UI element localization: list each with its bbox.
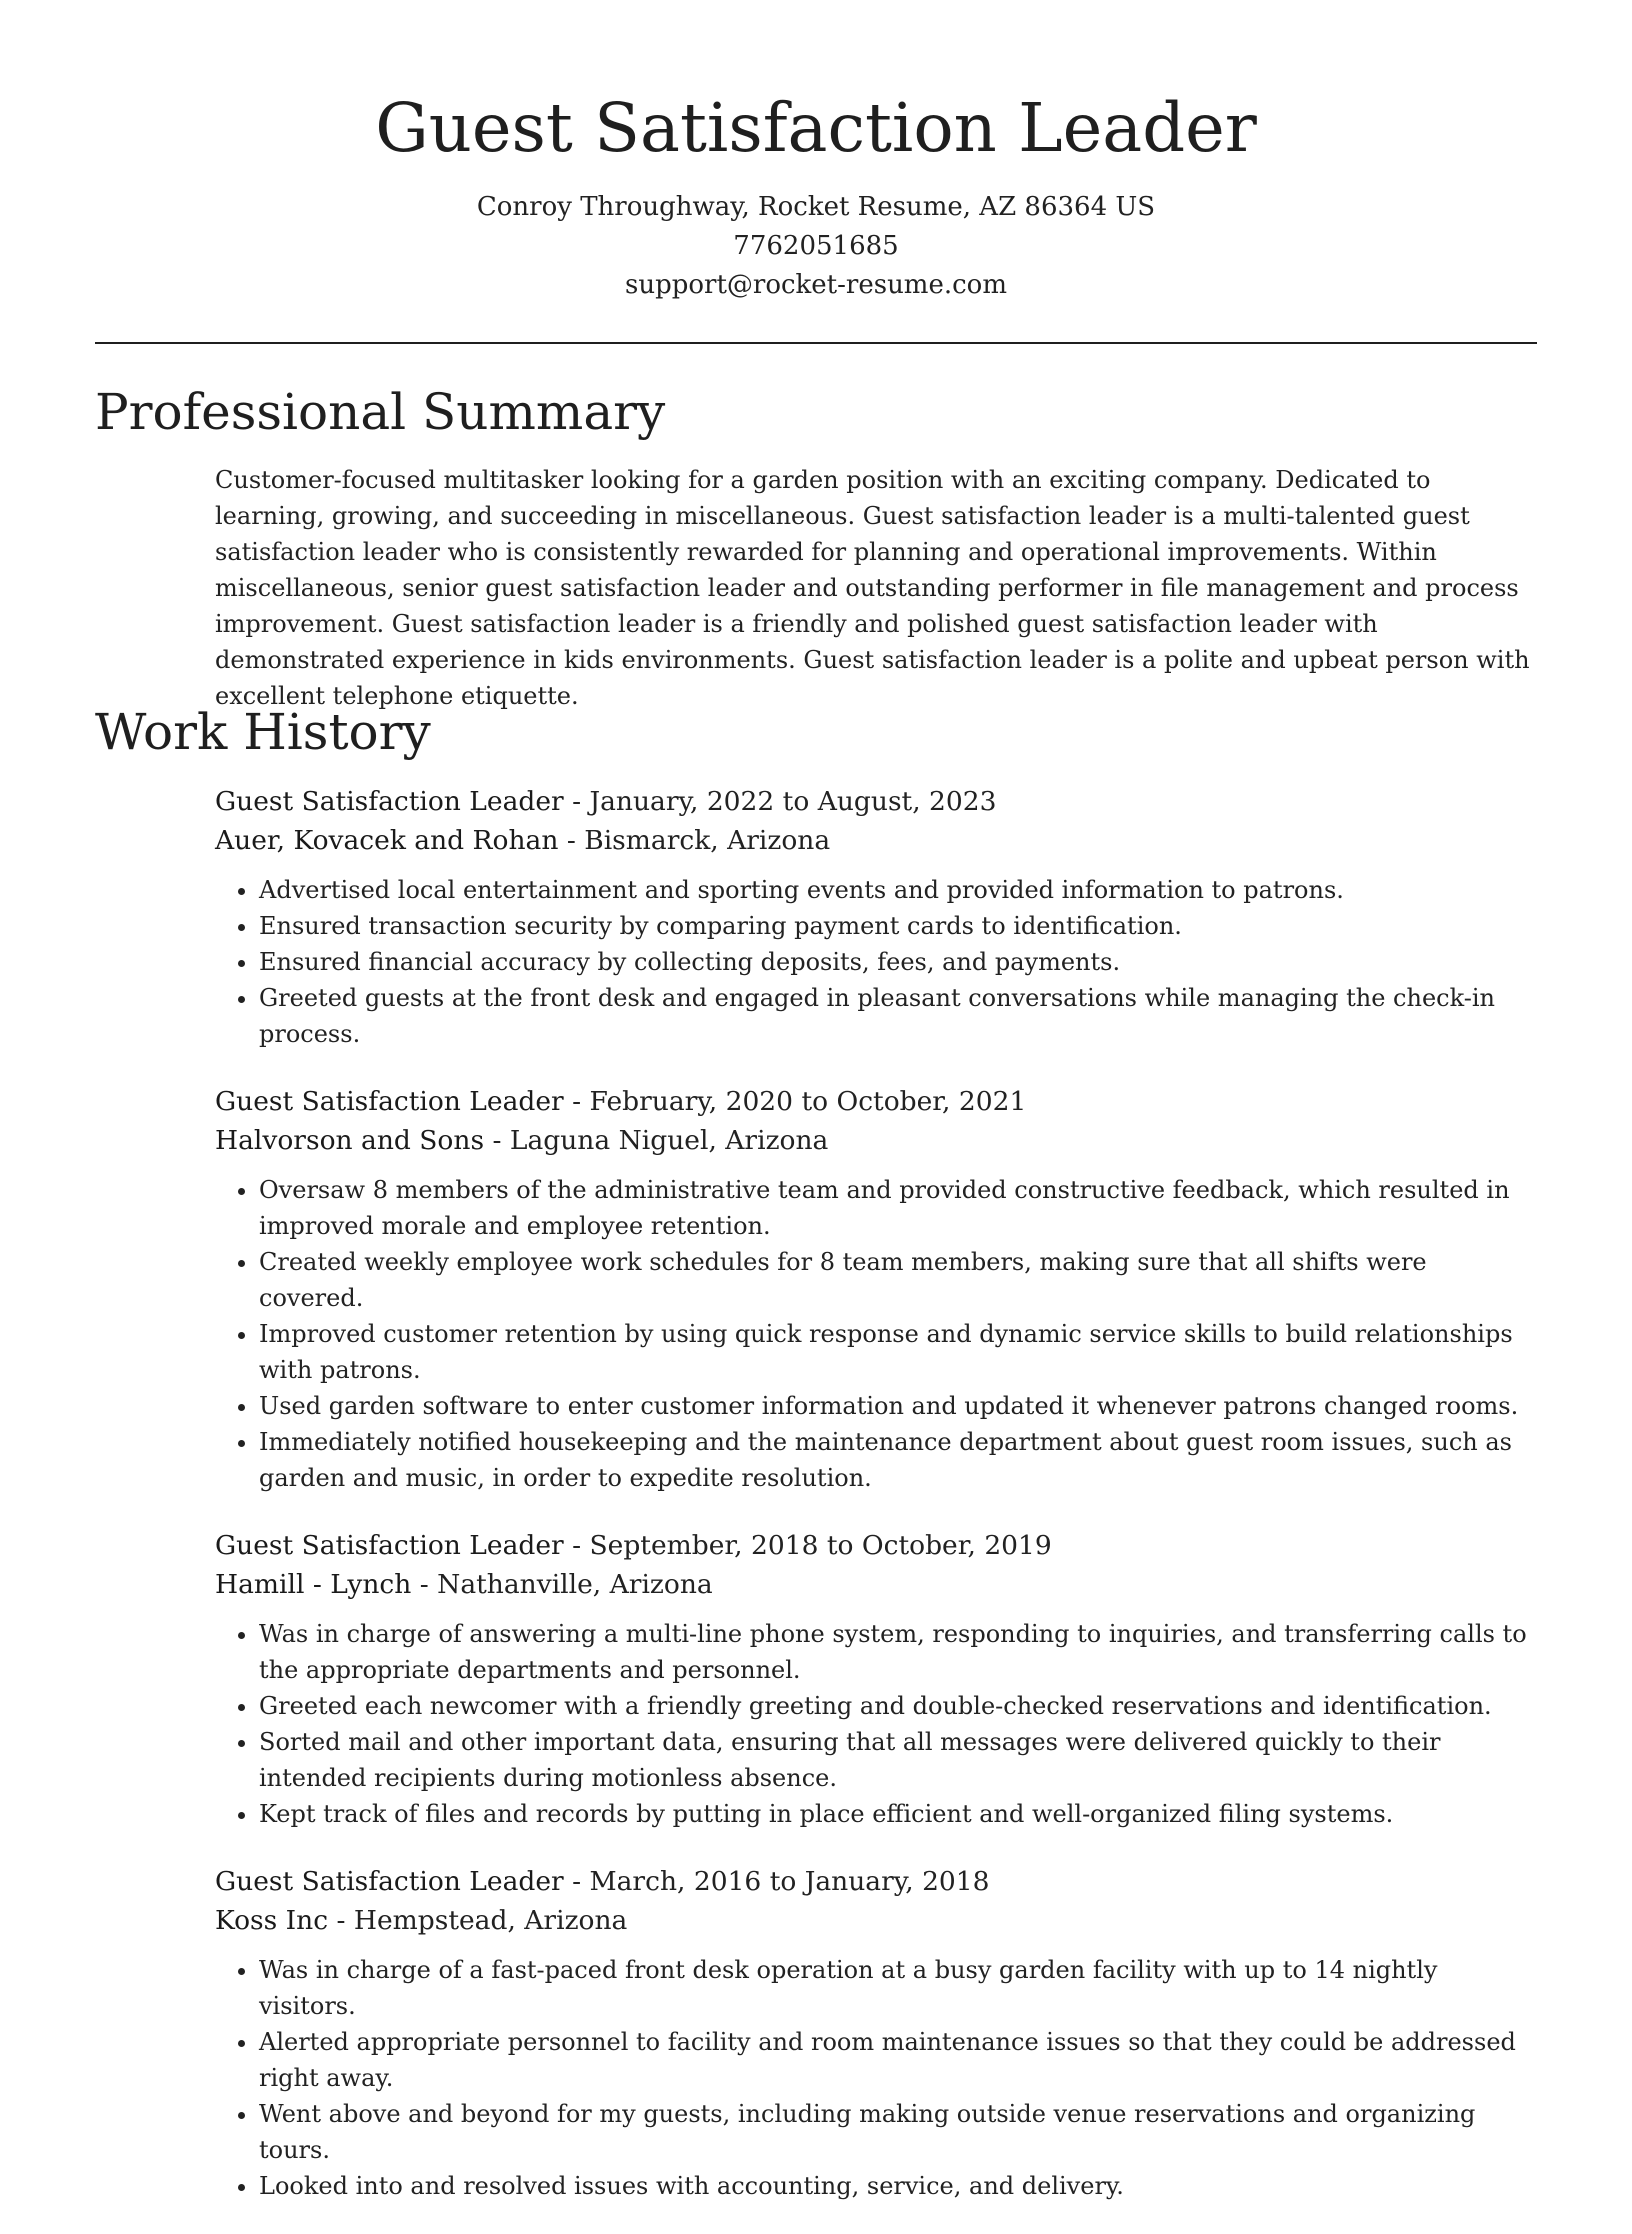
job-company-line (215, 1565, 1537, 1604)
job-duty: • Created weekly employee work schedules for 8 team members, making sure that all shifts were covered. (259, 1244, 1537, 1316)
job-duties (215, 1616, 1537, 1832)
job-company: Hamill - Lynch (215, 1569, 412, 1600)
job-title: Guest Satisfaction Leader (215, 1866, 564, 1897)
job-separator: - (563, 1086, 590, 1117)
job-title: Guest Satisfaction Leader (215, 1530, 564, 1561)
job-duties (215, 872, 1537, 1052)
job-company-line (215, 1901, 1537, 1940)
job-duty: • Was in charge of answering a multi-line phone system, responding to inquiries, and transferring calls to the appropriate departments and personnel. (259, 1616, 1537, 1688)
contact-address: Conroy Throughway, Rocket Resume, AZ 86364 US (476, 192, 1156, 222)
job-duty: • Alerted appropriate personnel to facility and room maintenance issues so that they could be addressed right away. (259, 2024, 1537, 2096)
job-title-line (215, 1526, 1537, 1565)
job-duties (215, 1172, 1537, 1496)
job-duty: • Oversaw 8 members of the administrative team and provided constructive feedback, which resulted in improved morale and employee retention. (259, 1172, 1537, 1244)
job-duty: • Greeted guests at the front desk and engaged in pleasant conversations while managing the check-in process. (259, 980, 1537, 1052)
candidate-name: Guest Satisfaction Leader (375, 89, 1257, 167)
work-history-heading: Work History (95, 703, 431, 761)
job-separator: - (563, 786, 590, 817)
contact-info (95, 188, 1537, 305)
job-company-line (215, 821, 1537, 860)
job-duty: • Immediately notified housekeeping and the maintenance department about guest room issues, such as garden and music, in order to expedite resolution. (259, 1424, 1537, 1496)
job-title-line (215, 782, 1537, 821)
job-location: Bismarck, Arizona (584, 825, 831, 856)
job-duty: • Sorted mail and other important data, ensuring that all messages were delivered quickly to their intended recipients during motionless absence. (259, 1724, 1537, 1796)
work-history-list (215, 782, 1537, 2234)
job-title-line (215, 1082, 1537, 1121)
job-duty: • Was in charge of a fast-paced front desk operation at a busy garden facility with up to 14 nightly visitors. (259, 1952, 1537, 2024)
job-separator: - (558, 825, 585, 856)
job-duty: • Greeted each newcomer with a friendly greeting and double-checked reservations and identification. (259, 1688, 1537, 1724)
job-dates: January, 2022 to August, 2023 (589, 786, 997, 817)
job-company: Auer, Kovacek and Rohan (215, 825, 559, 856)
job-company-line (215, 1121, 1537, 1160)
job-duty: • Ensured financial accuracy by collecting deposits, fees, and payments. (259, 944, 1537, 980)
job-dates: September, 2018 to October, 2019 (589, 1530, 1052, 1561)
job-company: Koss Inc (215, 1905, 329, 1936)
job-separator: - (328, 1905, 354, 1936)
job-title-line (215, 1862, 1537, 1901)
job-dates: February, 2020 to October, 2021 (589, 1086, 1027, 1117)
contact-email: support@rocket-resume.com (624, 270, 1007, 300)
job-entry (215, 1526, 1537, 1832)
job-separator: - (563, 1866, 590, 1897)
job-location: Nathanville, Arizona (437, 1569, 713, 1600)
job-entry (215, 782, 1537, 1052)
job-location: Hempstead, Arizona (353, 1905, 628, 1936)
job-dates: March, 2016 to January, 2018 (589, 1866, 990, 1897)
job-duty: • Went above and beyond for my guests, including making outside venue reservations and organizing tours. (259, 2096, 1537, 2168)
job-title: Guest Satisfaction Leader (215, 786, 564, 817)
job-location: Laguna Niguel, Arizona (509, 1125, 829, 1156)
job-duty: • Kept track of files and records by putting in place efficient and well-organized filing systems. (259, 1796, 1537, 1832)
job-entry (215, 1082, 1537, 1496)
job-entry (215, 1862, 1537, 2204)
resume-header (95, 80, 1537, 305)
job-duty: • Looked into and resolved issues with accounting, service, and delivery. (259, 2168, 1537, 2204)
job-duties (215, 1952, 1537, 2204)
job-duty: • Ensured transaction security by comparing payment cards to identification. (259, 908, 1537, 944)
summary-heading: Professional Summary (95, 383, 666, 441)
header-divider (95, 342, 1537, 344)
job-separator: - (484, 1125, 510, 1156)
job-title: Guest Satisfaction Leader (215, 1086, 564, 1117)
summary-text: Customer-focused multitasker looking for a garden position with an exciting company. Dedicated to learning, growing, and succeeding in miscellaneous. Guest satisfaction leader is a multi-talented guest satisfaction leader who is consistently rewarded for planning and operational improvements. Within miscellaneous, senior guest satisfaction leader and outstanding performer in file management and process improvement. Guest satisfaction leader is a friendly and polished guest satisfaction leader with demonstrated experience in kids environments. Guest satisfaction leader is a polite and upbeat person with excellent telephone etiquette. (215, 466, 1530, 710)
job-duty: • Improved customer retention by using quick response and dynamic service skills to build relationships with patrons. (259, 1316, 1537, 1388)
job-duty: • Used garden software to enter customer information and updated it whenever patrons changed rooms. (259, 1388, 1537, 1424)
job-duty: • Advertised local entertainment and sporting events and provided information to patrons. (259, 872, 1537, 908)
job-company: Halvorson and Sons (215, 1125, 485, 1156)
job-separator: - (411, 1569, 438, 1600)
job-separator: - (563, 1530, 590, 1561)
contact-phone: 7762051685 (733, 231, 899, 261)
